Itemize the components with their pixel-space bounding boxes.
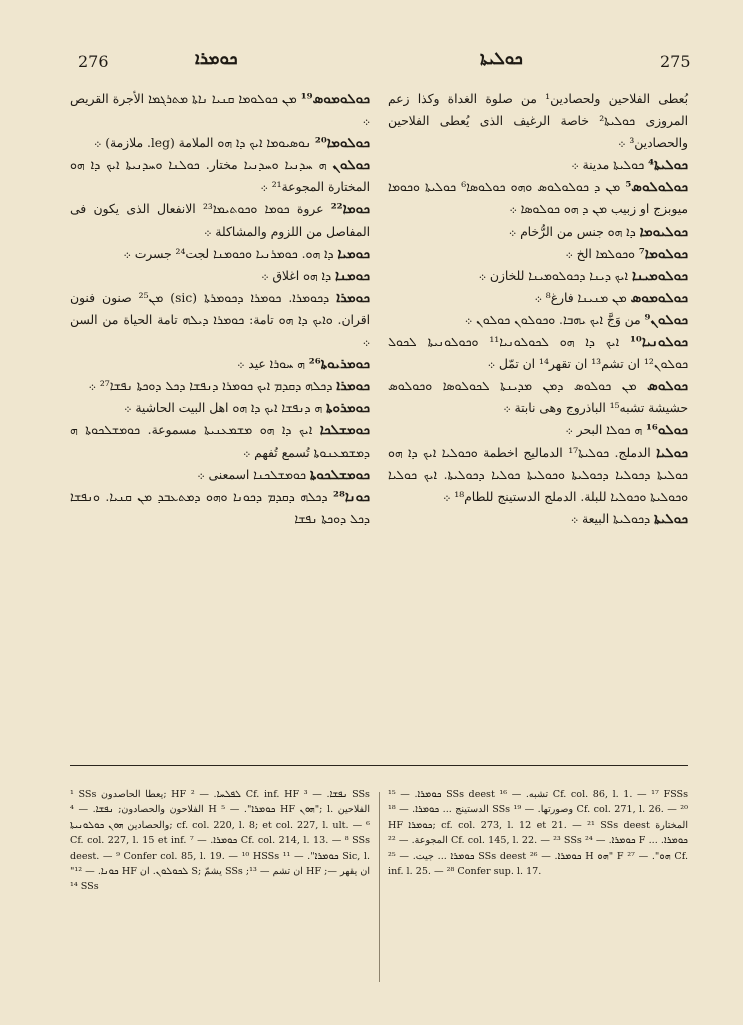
- dictionary-entry: ܟܘܠܘܢ⁹ من وَجَّ ܐܝܟ ܝܗܒܐ. ܘܟܘܠܘܢ ܟܘܠܘܢ ܀: [464, 311, 688, 328]
- footnote-rule: [70, 765, 688, 766]
- dictionary-entry: ܟܘܠܘܡܘܣ ܡܢ ܡܢܝܢܐ فارغ⁸ ܀: [534, 289, 688, 306]
- dictionary-entry: ܟܘܡܪܘܬܐ ܗ ܕܢܦܫܐ ܐܝܟ ܕܐ ܗܘ اهل البيت الحاشية ܀: [124, 400, 370, 417]
- dictionary-entry: ܟܘܡܪܐ ܕܟܠܗ ܕܩܕܡ ܐܝܟ ܟܘܡܪܐ ܕܢܦܫܐ ܕܟܠ ܕܘܟܬܐ ܢܦܫܐ²⁷ ܀: [88, 378, 370, 395]
- dictionary-entry: ܟܘܡܝܐ ܕܐ ܗܘ. ܟܘܡܪܢܝܐ ܘܟܘܡܢܐ لجت²⁴ جسرت ܀: [123, 245, 370, 262]
- dictionary-entry: ܟܘܠܘܢܝܐ¹⁰ ܐܝܟ ܕܐ ܗܘ ܠܟܘܠܘܢܝܐ¹¹ ܘܟܘܠܘܢܝܬܐ ܠܟܘܠ ܟܘܠܘܢ¹² ان تشم¹³ ان تقهر¹⁴ ان تمّل ܀: [388, 334, 688, 372]
- footnote-column-divider: [379, 792, 380, 982]
- dictionary-entry: ܟܘܡܫܠܟܐ ܐܝܟ ܕܐ ܗܘ ܡܫܡܥܢܝܬܐ مسموعة. ܟܘܡܫܠܟܘܬܐ ܗ ܕܡܫܡܥܢܘܬܐ تُسمع تُفهم ܀: [70, 422, 370, 460]
- dictionary-entry: ܟܘܠܝܬܐ ܕܟܘܠܝܬܐ البيعة ܀: [570, 510, 688, 527]
- dictionary-entry: ܟܘܠܘܢ ܗ ܚܕܢܝܐ ܘܚܕܢܝܐ مختار. ܟܘܠܢܐ ܘܚܕܢܝܬܐ ܐܝܟ ܕܐ ܗܘ المختارة المجوعة²¹ ܀: [70, 157, 370, 195]
- footnotes-left: ¹ SSs يعطا الحاصدون; HF ܠܦܠܚܐ. — ² Cf. inf. HF ܢܦܫܐ. — ³ SSs الفلاحون والحصادون; ܢܦܫܐ. — ⁴ H ܟܘܡܪܐ". — ⁵ HF ܗܘܢ"; l. الفلاحين والحصادين ܗܘܢ ܟܘܠܘܢܝܬܐ; cf. col. 220, l. 8; et col. 227, l. ult. — ⁶ Cf. col. 227, l. 15 et inf. ܟܘܡܪܐ. — ⁷ Cf. col. 214, l. 13. — ⁸ SSs deest. — ⁹ Confer col. 85, l. 19. — ¹⁰ HSSs ܟܘܡܪܐ". — ¹¹ Sic, l. "ܟܘܢܐ. — ¹² HF ܠܟܘܠܘܢ. ان S; يشمّ SSs ;ان تشم — ¹³ HF ;ان يقهر — ¹⁴ SSs: [70, 789, 371, 893]
- dictionary-entry: ܟܘܡܪܝܘܬܐ²⁶ ܗ ܚܘܪܐ عيد ܀: [236, 356, 370, 373]
- left-running-head: ܟܘܡܪܐ: [195, 49, 238, 69]
- dictionary-entry: ܟܘܡܫܠܟܘܬܐ ܟܘܡܫܠܟܢܐ اسمعنى ܀: [197, 466, 370, 483]
- dictionary-entry: ܟܘܠܘܡܝܢܐ ܐܝܟ ܕܝܢܐ ܕܟܘܠܘܡܝܢܐ للخازن ܀: [478, 267, 688, 284]
- left-page-number: 276: [78, 52, 109, 71]
- dictionary-entry: ܟܘܡܪܐ ܕܟܘܡܪܐ. ܟܘܡܪܐ ܕܟܘܡܪܬܐ (sic) ܡܢ²⁵ صنون فنون اقران. ܘܐܝܟ ܕܐ ܗܘ تامة: ܟܘܡܪܐ ܕܝܠܗ تامة الحياة من السن ܀: [70, 289, 370, 350]
- dictionary-entry: ܟܘܠܝܐ الدملج. ܟܘܠܝܬܐ¹⁷ الدماليج اخطمة ܘܟܘܠܝܐ ܐܝܟ ܕܐ ܗܘ ܟܘܠܝܬܐ ܕܟܘܠܝܐ ܕܟܘܠܝܬܐ ܘܟܘܠܝܬܐ ܟܘܠܝܐ ܕܟܘܠܝܬܐ. ܐܝܟ ܟܘܠܝܐ ܘܟܘܠܝܬܐ ܘܟܘܠܝܐ للبلة. الدملج الدستينج للطام¹⁸ ܀: [388, 444, 688, 504]
- page-header: [0, 49, 743, 82]
- dictionary-entry: ܟܘܠܘܣ ܡܢ ܟܘܠܘܣ ܕܡܢ ܡܕܝܢܬܐ ܠܟܘܠܘܣܐ ܘܟܘܠܘܣ حشيشة تشبه¹⁵ الباذروج وهى نابتة ܀: [388, 378, 688, 416]
- dictionary-entry: ܟܘܡܐ²² عروة ܟܘܡܐ ܘܟܘܬܝܡܐ²³ الانفعال الذى يكون فى المفاصل من اللزوم والمشاكلة ܀: [70, 201, 370, 239]
- right-column: [388, 88, 688, 530]
- dictionary-entry: ܟܘܢܐ²⁸ ܕܟܠܗ ܕܩܕܡ ܕܟܘܢܐ ܘܗܘ ܕܡܬܥܒܕ ܡܢ ܩܢܝܐ. ܘܢܦܫܐ ܕܟܠ ܕܘܟܬܐ ܢܦܫܐ: [70, 488, 370, 526]
- dictionary-entry: ܟܘܠܝܘܡܐ ܕܐ ܗܘ جنس من الرُّخام ܀: [508, 223, 688, 240]
- dictionary-entry: ܟܘܠܘܠܘܣ⁵ ܡܢ ܕ ܟܘܠܘܠܘܣ ܘܗܘ ܟܘܠܘܣܐ⁶ ܟܘܠܝܬܐ ܘܟܘܡܐ ميوبزج او زبيب ܡܢ ܕ ܗܘ ܟܘܠܘܣܐ ܀: [388, 179, 688, 217]
- right-running-head: ܟܘܠܝܬܐ: [480, 49, 523, 69]
- dictionary-entry: ܟܘܠܘܡܘܣ¹⁹ ܡܢ ܟܘܠܘܡܐ ܩܢܝܐ ܢܐܬܐ ܡܬܪܓܡܐ الأجرة القريص ܀: [70, 91, 370, 129]
- footnotes-right: ܟܘܡܪܐ. — ¹⁵ SSs deest تشبه. — ¹⁶ Cf. col. 86, l. 1. — ¹⁷ FSSs الدستينج ... ܟܘܡܪܐ. — ¹⁸ SSs وصورتها. — ¹⁹ Cf. col. 271, l. 26. — ²⁰ HF ܟܘܡܪܐ; cf. col. 273, l. 12 et 21. — ²¹ SSs deest المختارة المجوعة. — ²² Cf. col. 145, l. 22. — ²³ SSs ܟܘܡܪܐ. — ²⁴ F ... ܟܘܡܪܐ. ܟܘܡܪܐ ... جيت. — ²⁵ SSs deest ܟܘܡܪܐ. — ²⁶ H ܗܘ" F ܗܘ". — ²⁷ Cf. inf. l. 25. — ²⁸ Confer sup. l. 17.: [388, 789, 689, 878]
- dictionary-entry: ܟܘܡܢܐ ܕܐ ܗܘ اغلاق ܀: [261, 267, 370, 284]
- dictionary-entry: ܟܘܠܘܡܐ⁷ ܘܟܘܠܡܐ الخ ܀: [565, 245, 688, 262]
- right-page-number: 275: [660, 52, 691, 71]
- dictionary-entry: ܟܘܠܝܬܐ⁴ ܟܘܠܝܬܐ مدينة ܀: [571, 157, 688, 174]
- dictionary-entry: ܟܘܠܘܡܐ²⁰ ܢܘܣܝܘܡܐ ܐܝܟ ܕܐ ܗܘ الملامة (leg. ملازمة) ܀: [93, 135, 370, 152]
- left-column: [70, 88, 370, 530]
- dictionary-entry: بُعطى الفلاحين ولحصادين¹ من صلوة الغداة وكذا زعم المروزى ܟܘܠܝܬܐ² خاصة الرغيف الذى يُعطى الفلاحين والحصادين³ ܀: [388, 92, 688, 151]
- dictionary-entry: ܟܘܠܘ¹⁶ ܗ ܟܘܠܐ البحر ܀: [565, 422, 688, 439]
